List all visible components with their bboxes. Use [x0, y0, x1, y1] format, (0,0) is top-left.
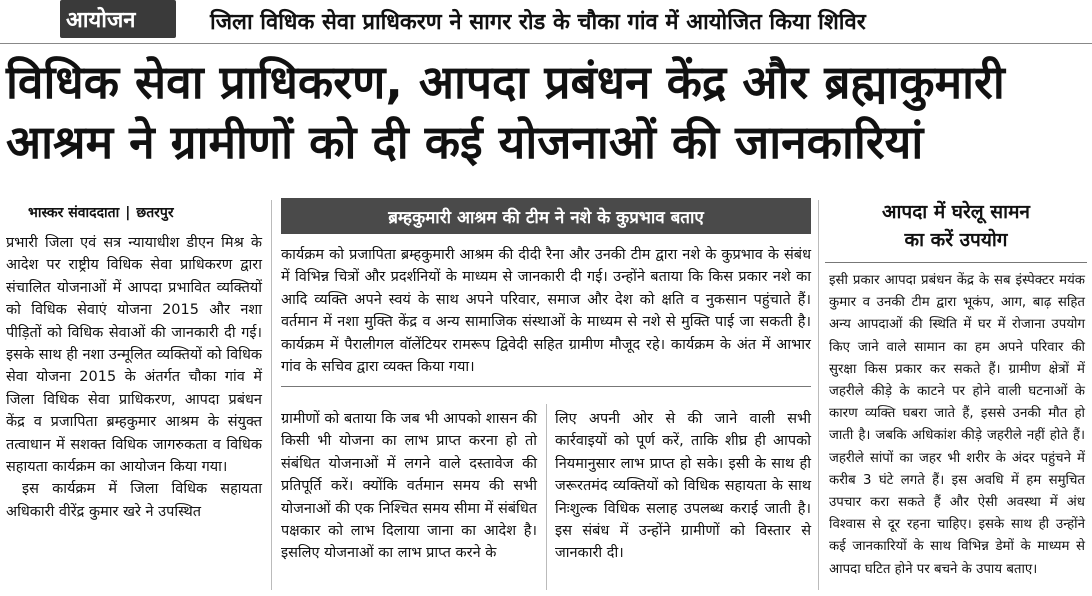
kicker-text: जिला विधिक सेवा प्राधिकरण ने सागर रोड के चौका गांव में आयोजित किया शिविर [210, 10, 866, 35]
kicker-divider [0, 43, 1092, 44]
sidebar-title-line-1: आपदा में घरेलू सामन [882, 201, 1030, 223]
left-paragraph-1: प्रभारी जिला एवं सत्र न्यायाधीश डीएन मिश्र के आदेश पर राष्ट्रीय विधिक सेवा प्राधिकरण द्वारा संचालित योजनाओं में आपदा प्रभावित व्यक्तियों को विधिक सेवाएं योजना 2015 और नशा पीड़ितों को विधिक सेवाओं की जानकारी दी गई। इसके साथ ही नशा उन्मूलित व्यक्तियों को विधिक सेवा योजना 2015 के अंतर्गत चौका गांव में जिला विधिक सेवा प्राधिकरण, आपदा प्रबंधन केंद्र व प्रजापिता ब्रम्हकुमार आश्रम के संयुक्त तत्वाधान में सशक्त विधिक जागरुकता व विधिक सहायता कार्यक्रम का आयोजन किया गया। [6, 235, 262, 476]
sidebar-divider [825, 262, 1087, 263]
middle-divider [281, 386, 811, 387]
headline [6, 52, 1090, 172]
subhead: ब्रम्हकुमारी आश्रम की टीम ने नशे के कुप्रभाव बताए [388, 208, 704, 228]
byline [28, 203, 174, 222]
sidebar-title [825, 198, 1087, 254]
left-paragraph-2: इस कार्यक्रम में जिला विधिक सहायता अधिकारी वीरेंद्र कुमार खरे ने उपस्थित [6, 481, 262, 520]
subhead-bar [281, 198, 811, 234]
middle-top-paragraph: कार्यक्रम को प्रजापिता ब्रम्हकुमारी आश्रम की दीदी रैना और उनकी टीम द्वारा नशे के कुप्रभाव के संबंध में विभिन्न चित्रों और प्रदर्शनियों के माध्यम से जानकारी दी गई। उन्होंने बताया कि किस प्रकार नशे का आदि व्यक्ति अपने स्वयं के साथ अपने परिवार, समाज और देश को क्षति व नुकसान पहुंचाते हैं। वर्तमान में नशा मुक्ति केंद्र व अन्य सामाजिक संस्थाओं के माध्यम से नशे से मुक्ति पाई जा सकती है। कार्यक्रम में पैरालीगल वॉलेंटियर रामरूप द्विवेदी सहित ग्रामीण मौजूद रहे। कार्यक्रम के अंत में आभार गांव के सचिव द्वारा व्यक्त किया गया। [281, 247, 811, 376]
byline-separator: | [125, 205, 131, 221]
column-divider-3 [818, 200, 819, 590]
sidebar-box [825, 190, 1087, 590]
column-divider-1 [271, 200, 272, 590]
byline-author: भास्कर संवाददाता [28, 205, 120, 221]
middle-column-a: ग्रामीणों को बताया कि जब भी आपको शासन की किसी भी योजना का लाभ प्राप्त करना हो तो संबंधित योजनाओं में लगने वाले दस्तावेज की प्रतिपूर्ति करें। क्योंकि वर्तमान समय की सभी योजनाओं की एक निश्चित समय सीमा में संबंधित पक्षकार को लाभ दिलाया जाना का आदेश है। इसलिए योजनाओं का लाभ प्राप्त करने के [281, 411, 537, 562]
kicker-bar [0, 0, 1092, 44]
middle-column-b: लिए अपनी ओर से की जाने वाली सभी कार्रवाइयों को पूर्ण करें, ताकि शीघ्र ही आपको नियमानुसार लाभ प्राप्त हो सके। इसी के साथ ही जरूरतमंद व्यक्तियों को विधिक सहायता के साथ निःशुल्क विधिक सलाह उपलब्ध कराई जाती है। इस संबंध में उन्होंने ग्रामीणों को विस्तार से जानकारी दी। [555, 411, 811, 562]
left-column [6, 232, 262, 523]
headline-line-1: विधिक सेवा प्राधिकरण, आपदा प्रबंधन केंद्र और ब्रह्माकुमारी [6, 55, 1005, 109]
headline-line-2: आश्रम ने ग्रामीणों को दी कई योजनाओं की जानकारियां [6, 115, 924, 169]
column-divider-2 [546, 404, 547, 590]
sidebar-title-line-2: का करें उपयोग [904, 229, 1008, 251]
sidebar-body: इसी प्रकार आपदा प्रबंधन केंद्र के सब इंस्पेक्टर मयंक कुमार व उनकी टीम द्वारा भूकंप, आग, बाढ़ सहित अन्य आपदाओं की स्थिति में घर में रोजाना उपयोग किए जाने वाले सामान का हम अपने परिवार की सुरक्षा किस प्रकार कर सकते हैं। ग्रामीण क्षेत्रों में जहरीले कीड़े के काटने पर होने वाली घटनाओं के कारण व्यक्ति घबरा जाते हैं, इससे उनकी मौत हो जाती है। जबकि अधिकांश कीड़े जहरीले नहीं होते हैं। जहरीले सांपों का जहर भी शरीर के अंदर पहुंचने में करीब 3 घंटे लगते हैं। इस अवधि में हम समुचित उपचार करा सकते हैं और ऐसी अवस्था में अंध विश्वास से दूर रहना चाहिए। इसके साथ ही उन्होंने कई जानकारियों के साथ विभिन्न डेमों के माध्यम से आपदा घटित होने पर बचने के उपाय बताए। [829, 273, 1085, 577]
kicker-tag: आयोजन [66, 8, 136, 33]
byline-place: छतरपुर [136, 205, 174, 221]
